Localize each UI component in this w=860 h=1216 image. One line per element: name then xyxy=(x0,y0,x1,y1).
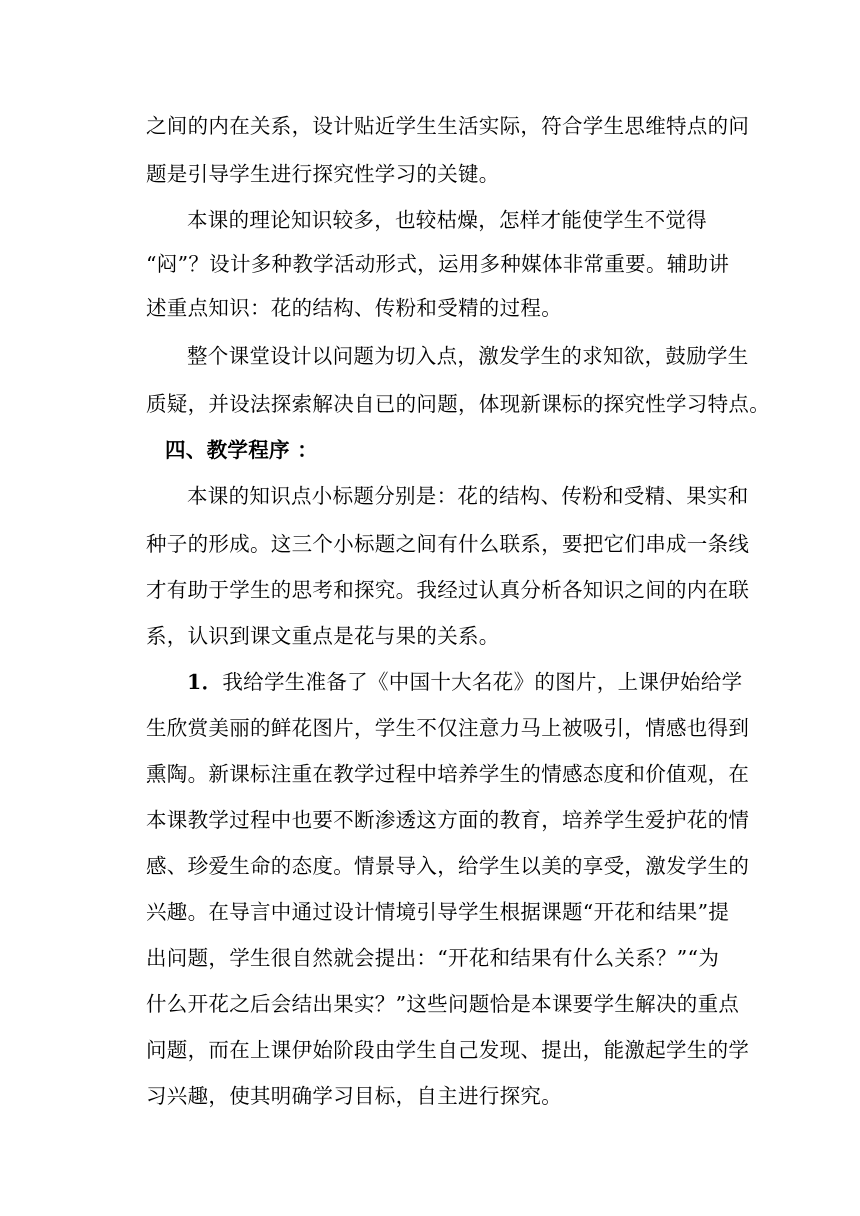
list-item-text: 我给学生准备了《中国十大名花》的图片，上课伊始给学 xyxy=(222,670,743,694)
paragraph-start-line: 本课的理论知识较多，也较枯燥，怎样才能使学生不觉得 xyxy=(187,208,707,232)
text-line: 种子的形成。这三个小标题之间有什么联系，要把它们串成一条线 xyxy=(146,532,750,556)
text-line: 熏陶。新课标注重在教学过程中培养学生的情感态度和价值观，在 xyxy=(146,762,750,786)
text-line: 问题，而在上课伊始阶段由学生自己发现、提出，能激起学生的学 xyxy=(146,1038,750,1062)
text-line: “闷”？设计多种教学活动形式，运用多种媒体非常重要。辅助讲 xyxy=(146,252,730,276)
text-line: 习兴趣，使其明确学习目标，自主进行探究。 xyxy=(146,1084,562,1108)
numbered-paragraph-line xyxy=(187,668,787,696)
section-heading: 四、教学程序 ： xyxy=(165,438,319,462)
paragraph-start-line: 整个课堂设计以问题为切入点，激发学生的求知欲，鼓励学生 xyxy=(187,344,749,368)
text-line: 兴趣。在导言中通过设计情境引导学生根据课题“开花和结果”提 xyxy=(146,900,730,924)
text-line: 之间的内在关系，设计贴近学生生活实际，符合学生思维特点的问 xyxy=(146,114,750,138)
paragraph-start-line: 本课的知识点小标题分别是：花的结构、传粉和受精、果实和 xyxy=(187,484,749,508)
text-line: 述重点知识：花的结构、传粉和受精的过程。 xyxy=(146,296,562,320)
list-number: 1． xyxy=(187,670,223,694)
text-line: 什么开花之后会结出果实？”这些问题恰是本课要学生解决的重点 xyxy=(146,992,740,1016)
text-line: 生欣赏美丽的鲜花图片，学生不仅注意力马上被吸引，情感也得到 xyxy=(146,716,750,740)
text-line: 出问题，学生很自然就会提出：“开花和结果有什么关系？”“为 xyxy=(146,946,720,970)
text-line: 系，认识到课文重点是花与果的关系。 xyxy=(146,624,500,648)
text-line: 题是引导学生进行探究性学习的关键。 xyxy=(146,162,500,186)
text-line: 感、珍爱生命的态度。情景导入，给学生以美的享受，激发学生的 xyxy=(146,854,750,878)
text-line: 质疑，并设法探索解决自已的问题，体现新课标的探究性学习特点。 xyxy=(146,392,770,416)
text-line: 本课教学过程中也要不断渗透这方面的教育，培养学生爱护花的情 xyxy=(146,808,750,832)
text-line: 才有助于学生的思考和探究。我经过认真分析各知识之间的内在联 xyxy=(146,578,750,602)
